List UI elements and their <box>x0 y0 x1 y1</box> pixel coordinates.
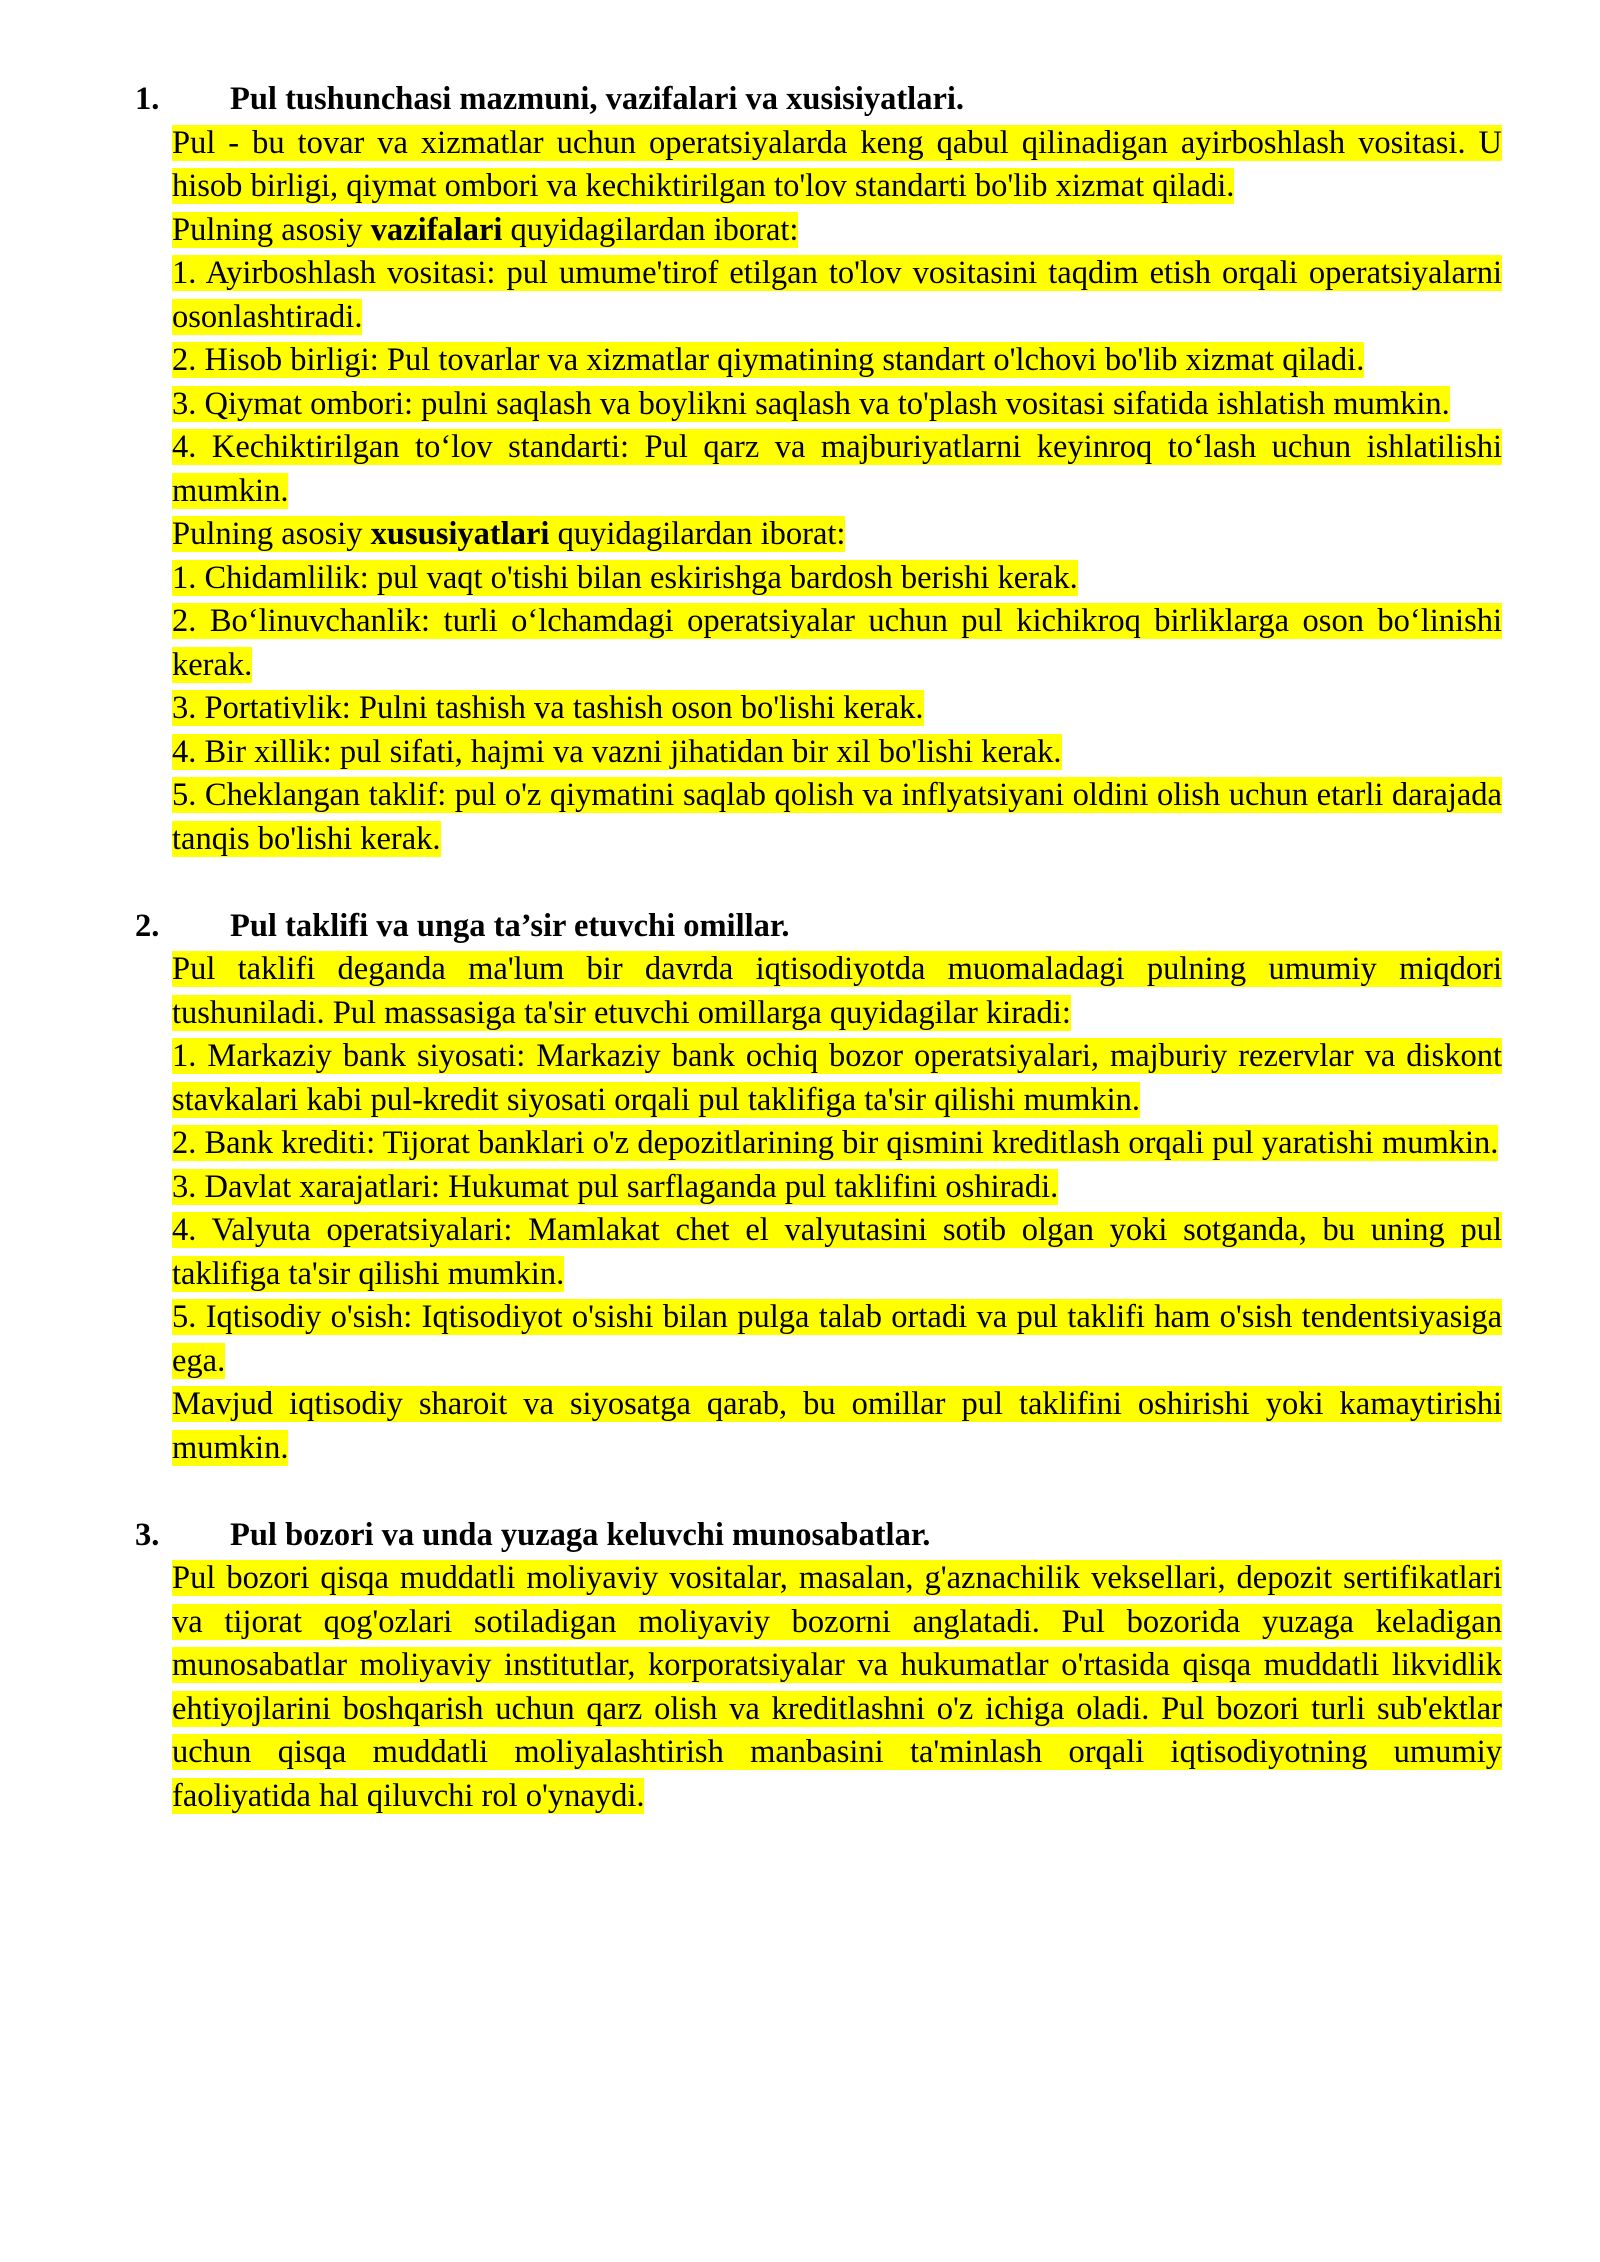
section-1-intro: Pul - bu tovar va xizmatlar uchun operatsiyalarda keng qabul qilinadigan ayirboshlash vositasi. U hisob birligi, qiymat ombori va kechiktirilgan to'lov standarti bo'lib xizmat qiladi. <box>172 124 1502 204</box>
list-item: 2. Hisob birligi: Pul tovarlar va xizmatlar qiymatining standart o'lchovi bo'lib xizmat qiladi. <box>172 342 1365 378</box>
section-number: 2. <box>135 907 160 944</box>
section-3-body: Pul bozori qisqa muddatli moliyaviy vositalar, masalan, g'aznachilik veksellari, depozit sertifikatlari va tijorat qog'ozlari sotiladigan moliyaviy bozorni anglatadi. Pul bozorida yuzaga keladigan munosabatlar moliyaviy institutlar, korporatsiyalar va hukumatlar o'rtasida qisqa muddatli likvidlik ehtiyojlarini boshqarish uchun qarz olish va kreditlashni o'z ichiga oladi. Pul bozori turli sub'ektlar uchun qisqa muddatli moliyalashtirish manbasini ta'minlash orqali iqtisodiyotning umumiy faoliyatida hal qiluvchi rol o'ynaydi. <box>172 1560 1502 1814</box>
list-item: 4. Bir xillik: pul sifati, hajmi va vazni jihatidan bir xil bo'lishi kerak. <box>172 733 1062 770</box>
properties-lead: Pulning asosiy xususiyatlari quyidagilardan iborat: <box>172 516 846 552</box>
section-3-heading <box>135 1514 1502 1558</box>
list-item: 4. Valyuta operatsiyalari: Mamlakat chet el valyutasini sotib olgan yoki sotganda, bu uning pul taklifiga ta'sir qilishi mumkin. <box>172 1212 1502 1292</box>
functions-lead: Pulning asosiy vazifalari quyidagilardan iborat: <box>172 211 799 248</box>
section-number: 3. <box>135 1516 160 1553</box>
list-item: 1. Markaziy bank siyosati: Markaziy bank ochiq bozor operatsiyalari, majburiy rezervlar va diskont stavkalari kabi pul-kredit siyosati orqali pul taklifiga ta'sir qilishi mumkin. <box>172 1038 1502 1118</box>
list-item: 5. Iqtisodiy o'sish: Iqtisodiyot o'sishi bilan pulga talab ortadi va pul taklifi ham o'sish tendentsiyasiga ega. <box>172 1299 1502 1379</box>
section-2-heading <box>135 905 1502 949</box>
section-title: Pul tushunchasi mazmuni, vazifalari va xusisiyatlari. <box>230 81 965 117</box>
list-item: 4. Kechiktirilgan to‘lov standarti: Pul qarz va majburiyatlarni keyinroq to‘lash uchun ishlatilishi mumkin. <box>172 429 1502 509</box>
list-item: 1. Chidamlilik: pul vaqt o'tishi bilan eskirishga bardosh berishi kerak. <box>172 559 1078 596</box>
section-title: Pul bozori va unda yuzaga keluvchi munosabatlar. <box>230 1516 931 1553</box>
section-title: Pul taklifi va unga ta’sir etuvchi omillar. <box>230 907 790 944</box>
list-item: 2. Bank krediti: Tijorat banklari o'z depozitlarining bir qismini kreditlash orqali pul yaratishi mumkin. <box>172 1125 1499 1161</box>
section-number: 1. <box>135 81 160 117</box>
section-1-heading <box>135 78 1502 122</box>
list-item: 5. Cheklangan taklif: pul o'z qiymatini saqlab qolish va inflyatsiyani oldini olish uchun etarli darajada tanqis bo'lishi kerak. <box>172 777 1502 857</box>
list-item: 3. Portativlik: Pulni tashish va tashish oson bo'lishi kerak. <box>172 690 924 726</box>
section-2-closing: Mavjud iqtisodiy sharoit va siyosatga qarab, bu omillar pul taklifini oshirishi yoki kamaytirishi mumkin. <box>172 1386 1502 1466</box>
section-2-intro: Pul taklifi deganda ma'lum bir davrda iqtisodiyotda muomaladagi pulning umumiy miqdori tushuniladi. Pul massasiga ta'sir etuvchi omillarga quyidagilar kiradi: <box>172 951 1502 1031</box>
list-item: 1. Ayirboshlash vositasi: pul umume'tirof etilgan to'lov vositasini taqdim etish orqali operatsiyalarni osonlashtiradi. <box>172 255 1502 335</box>
document-page <box>135 78 1502 1818</box>
list-item: 3. Davlat xarajatlari: Hukumat pul sarflaganda pul taklifini oshiradi. <box>172 1168 1059 1205</box>
list-item: 3. Qiymat ombori: pulni saqlash va boylikni saqlash va to'plash vositasi sifatida ishlatish mumkin. <box>172 385 1450 422</box>
list-item: 2. Bo‘linuvchanlik: turli o‘lchamdagi operatsiyalar uchun pul kichikroq birliklarga oson bo‘linishi kerak. <box>172 603 1502 683</box>
